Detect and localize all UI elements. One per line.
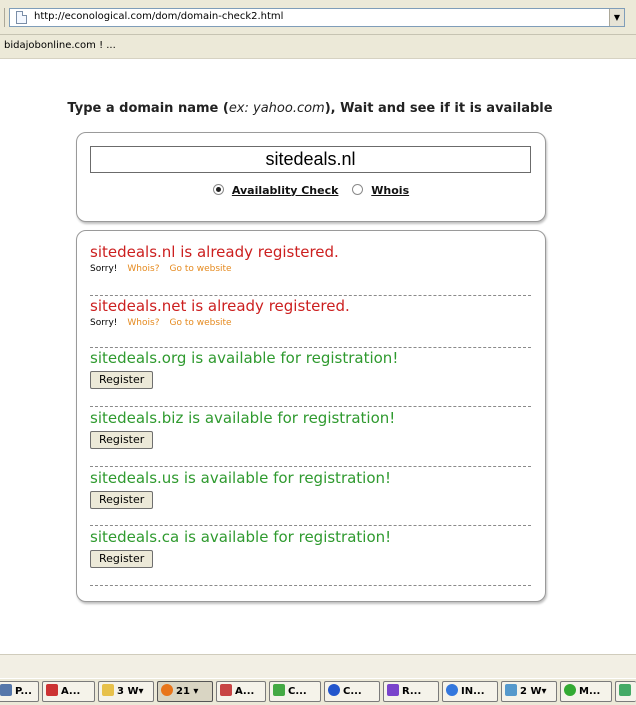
taskbar-label: A...	[61, 686, 81, 697]
heading-text: Type a domain name (	[67, 101, 229, 116]
messenger-icon	[564, 684, 576, 696]
users-icon	[619, 684, 631, 696]
whois-link[interactable]: Whois?	[127, 318, 160, 328]
option-availability[interactable]	[213, 184, 339, 197]
radio-whois[interactable]	[352, 184, 363, 195]
divider	[90, 466, 531, 467]
result-entry	[90, 243, 531, 274]
option-whois[interactable]	[352, 184, 409, 197]
heading-text-end: ), Wait and see if it is available	[324, 101, 553, 116]
option-whois-label: Whois	[371, 183, 410, 197]
divider	[90, 406, 531, 407]
whois-link[interactable]: Whois?	[127, 264, 160, 274]
page-heading	[0, 101, 620, 116]
notepad-icon	[505, 684, 517, 696]
go-to-website-link[interactable]: Go to website	[169, 318, 232, 328]
result-entry	[90, 349, 531, 389]
divider	[90, 585, 531, 586]
taskbar	[0, 678, 636, 705]
taskbar-label: A...	[235, 686, 255, 697]
option-availability-label: Availablity Check	[231, 183, 339, 197]
status-bar	[0, 654, 636, 679]
taskbar-label: 2 W▾	[520, 686, 547, 697]
page-icon	[16, 11, 27, 24]
taskbar-button[interactable]	[157, 681, 213, 702]
result-entry	[90, 297, 531, 328]
taskbar-label: 3 W▾	[117, 686, 144, 697]
taskbar-button[interactable]	[442, 681, 498, 702]
address-bar[interactable]	[9, 8, 625, 27]
result-message: sitedeals.net is already registered.	[90, 297, 350, 315]
links-bar-item[interactable]: bidajobonline.com ! ...	[4, 40, 116, 51]
register-button[interactable]: Register	[90, 550, 153, 568]
firefox-icon	[161, 684, 173, 696]
divider	[90, 347, 531, 348]
taskbar-button[interactable]	[0, 681, 39, 702]
folder-icon	[102, 684, 114, 696]
taskbar-button[interactable]	[383, 681, 439, 702]
taskbar-button[interactable]	[269, 681, 321, 702]
address-url[interactable]: http://econological.com/dom/domain-check2.html	[34, 11, 284, 22]
document-icon	[220, 684, 232, 696]
paint-icon	[273, 684, 285, 696]
result-entry	[90, 409, 531, 449]
register-button[interactable]: Register	[90, 431, 153, 449]
taskbar-label: M...	[579, 686, 601, 697]
domain-input[interactable]	[90, 146, 531, 173]
radio-availability[interactable]	[213, 184, 224, 195]
sorry-text: Sorry!	[90, 264, 118, 274]
blue-circle-icon	[328, 684, 340, 696]
taskbar-button[interactable]	[560, 681, 612, 702]
taskbar-button[interactable]	[42, 681, 95, 702]
taskbar-button[interactable]	[501, 681, 557, 702]
toolbar-edge	[0, 8, 5, 27]
divider	[90, 525, 531, 526]
ie-icon	[446, 684, 458, 696]
taskbar-label: IN...	[461, 686, 485, 697]
address-bar-strip	[0, 0, 636, 35]
taskbar-button[interactable]	[98, 681, 154, 702]
result-entry	[90, 528, 531, 568]
taskbar-button[interactable]	[615, 681, 636, 702]
taskbar-button[interactable]	[216, 681, 266, 702]
result-message: sitedeals.us is available for registration!	[90, 469, 392, 487]
result-message: sitedeals.org is available for registration!	[90, 349, 399, 367]
taskbar-label: C...	[288, 686, 307, 697]
pen-icon	[387, 684, 399, 696]
result-entry	[90, 469, 531, 509]
register-button[interactable]: Register	[90, 371, 153, 389]
sorry-text: Sorry!	[90, 318, 118, 328]
divider	[90, 295, 531, 296]
register-button[interactable]: Register	[90, 491, 153, 509]
result-message: sitedeals.ca is available for registration!	[90, 528, 392, 546]
links-bar	[0, 35, 636, 59]
result-message: sitedeals.biz is available for registration!	[90, 409, 396, 427]
results-panel	[76, 230, 546, 602]
address-dropdown-button[interactable]: ▼	[609, 9, 624, 26]
app-icon	[46, 684, 58, 696]
taskbar-button[interactable]	[324, 681, 380, 702]
taskbar-label: R...	[402, 686, 422, 697]
search-panel	[76, 132, 546, 222]
go-to-website-link[interactable]: Go to website	[169, 264, 232, 274]
heading-example: ex: yahoo.com	[228, 101, 325, 116]
result-message: sitedeals.nl is already registered.	[90, 243, 339, 261]
window-icon	[0, 684, 12, 696]
taskbar-label: C...	[343, 686, 362, 697]
taskbar-label: P...	[15, 686, 32, 697]
taskbar-label: 21 ▾	[176, 686, 199, 697]
check-options	[77, 183, 545, 197]
